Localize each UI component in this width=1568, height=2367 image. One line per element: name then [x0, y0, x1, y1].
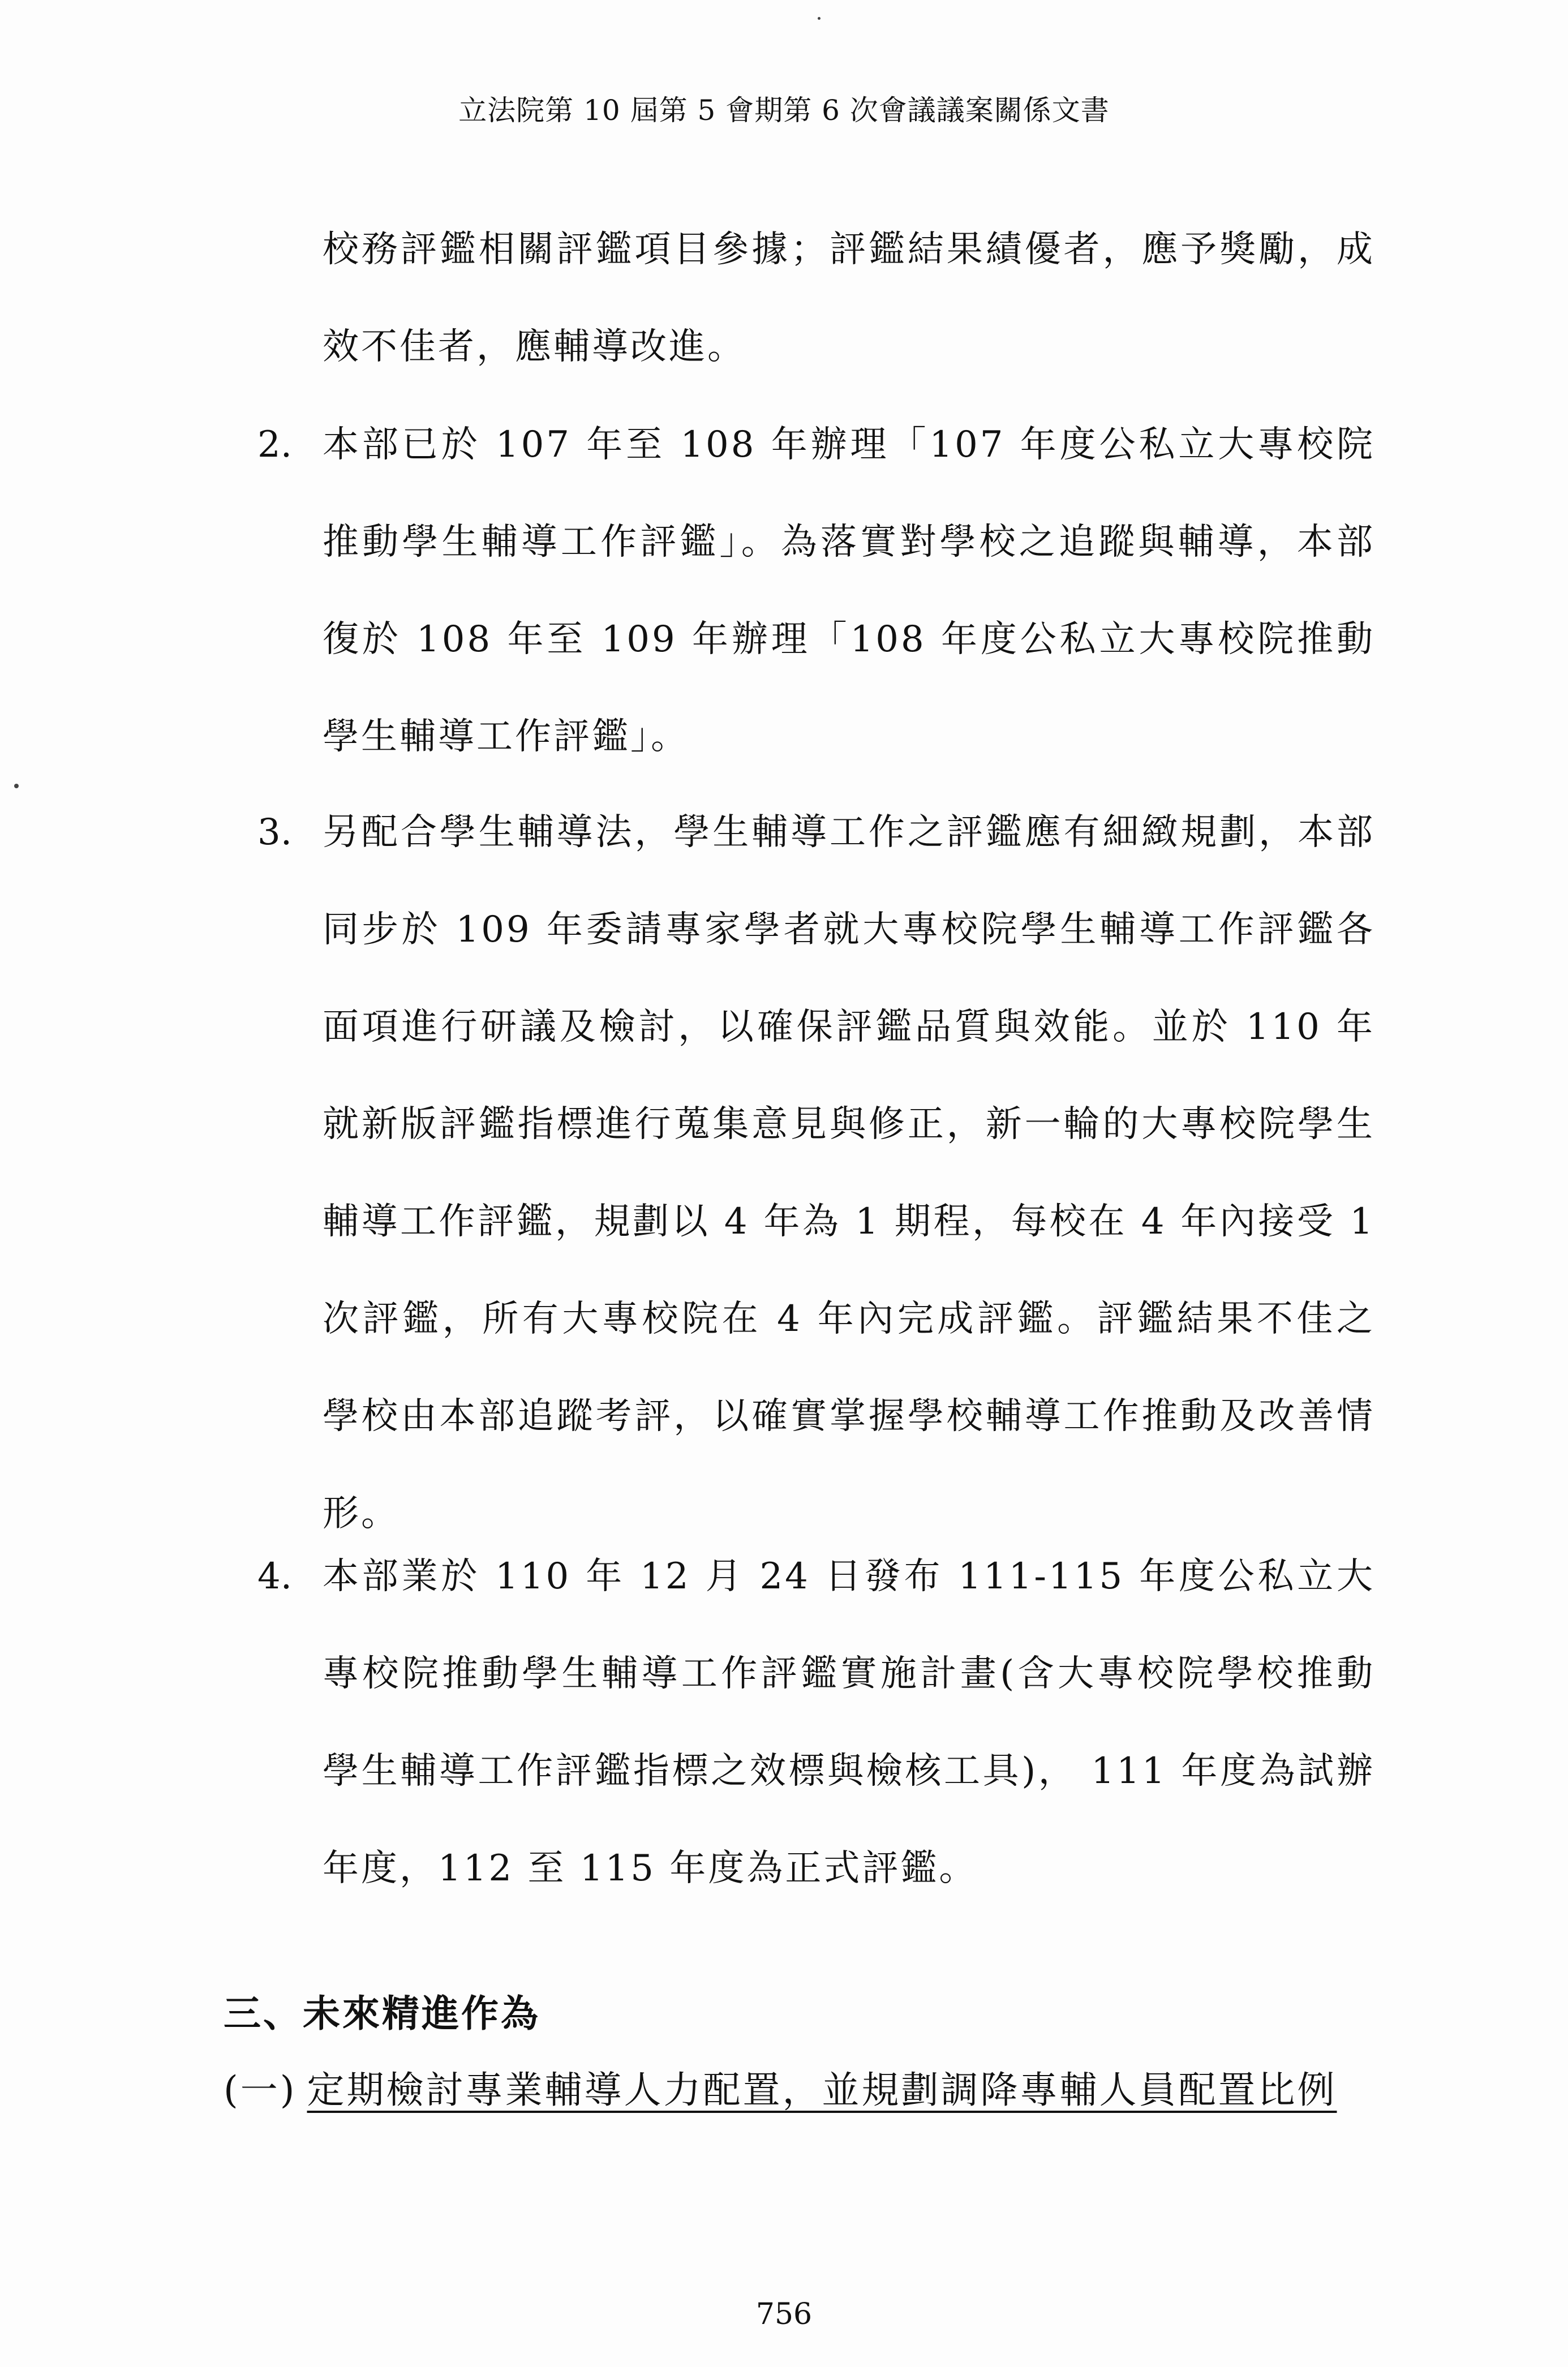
item-number-2: 2. — [257, 424, 293, 466]
subitem-marker: (一) — [224, 2068, 297, 2112]
document-header: 立法院第 10 屆第 5 會期第 6 次會議議案關係文書 — [458, 94, 1110, 127]
continuation-paragraph: 校務評鑑相關評鑑項目參據；評鑑結果績優者，應予獎勵，成效不佳者，應輔導改進。 — [323, 229, 1375, 368]
item-text-2: 本部已於 107 年至 108 年辦理「107 年度公私立大專校院推動學生輔導工作評鑑」。為落實對學校之追蹤與輔導，本部復於 108 年至 109 年辦理「108 年度公私立大專校院推動學生輔導工作評鑑」。 — [323, 424, 1375, 758]
item-number-3: 3. — [257, 811, 293, 853]
item-text-4: 本部業於 110 年 12 月 24 日發布 111-115 年度公私立大專校院推動學生輔導工作評鑑實施計畫(含大專校院學校推動學生輔導工作評鑑指標之效標與檢核工具)， 111 年度為試辦年度，112 至 115 年度為正式評鑑。 — [323, 1556, 1375, 1889]
scan-speck — [14, 784, 19, 788]
section-heading: 三、未來精進作為 — [224, 1991, 540, 2035]
section-subitem — [224, 2060, 1337, 2113]
item-text-3: 另配合學生輔導法，學生輔導工作之評鑑應有細緻規劃，本部同步於 109 年委請專家學者就大專校院學生輔導工作評鑑各面項進行研議及檢討，以確保評鑑品質與效能。並於 110 年就新版評鑑指標進行蒐集意見與修正，新一輪的大專校院學生輔導工作評鑑，規劃以 4 年為 1 期程，每校在 4 年內接受 1 次評鑑，所有大專校院在 4 年內完成評鑑。評鑑結果不佳之學校由本部追蹤考評，以確實掌握學校輔導工作推動及改善情形。 — [323, 811, 1375, 1535]
item-number-4: 4. — [257, 1556, 293, 1597]
page-number: 756 — [755, 2297, 813, 2331]
scan-speck — [818, 17, 820, 20]
subitem-text: 定期檢討專業輔導人力配置，並規劃調降專輔人員配置比例 — [307, 2068, 1337, 2112]
